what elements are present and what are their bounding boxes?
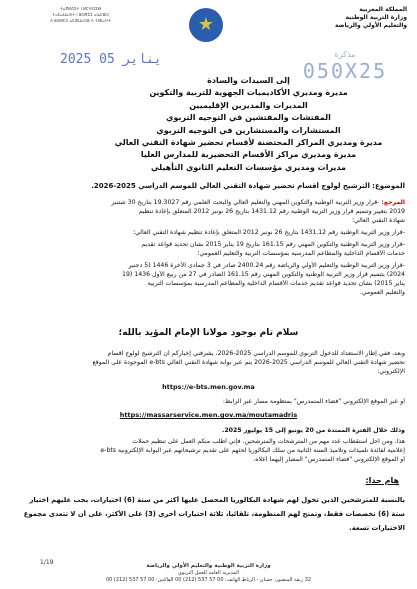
- header-tifinagh-block: [8, 6, 153, 24]
- reference-line: -قرار وزير التربية الوطنية رقم 1431.12 بتاريخ 26 نونبر 2012 المتعلق بإعادة تنظيم شهادة التقني العالي؛: [133, 229, 405, 236]
- body-line: الإلكتروني:: [377, 368, 405, 375]
- salutation: سلام تام بوجود مولانا الإمام المؤيد بالله؛: [118, 328, 299, 338]
- page-number: 1/19: [40, 559, 54, 566]
- header-tifinagh-line: ⵜⴰⵎⴰⵡⴰⵙⵜ ⵏ ⵓⵙⴳⵎⵉ ⴰⵏⴰⵎⵓⵔ: [52, 12, 109, 17]
- body-line: وبعد، ففي إطار الاستعداد للدخول التربوي للموسم الدراسي 2025-2026، يشرفني إخباركم أن الترشيح لولوج أقسام: [107, 350, 405, 357]
- reference-line: يناير 2015) بشأن تحديد قواعد تقديم خدمات الأقسام الداخلية والمطاعم المدرسية بمؤسسات التربية: [147, 280, 405, 287]
- body-line: إعلامية لفائدة تلميذات وتلاميذ السنة الثانية من سلك البكالوريا لحثهم على تقديم ترشيحاتهم عبر البوابة الإلكترونية e-bts: [100, 447, 405, 454]
- important-line: ستة (6) تخصصات فقط، وتمنح لهم المنظومة، تلقائيا، ثلاثة اختيارات أخرى (3) على الأكثر، على أن لا تتعدى مجموع: [23, 510, 405, 518]
- header-arabic-line: والتعليم الأولي والرياضة: [335, 22, 407, 29]
- addressee-line: المفتشات والمفتشين في التوجيه التربوي: [166, 113, 331, 123]
- body-line: هذا، ومن أجل استقطاب عدد مهم من المترشحات والمترشحين، فإني أطلب منكم العمل على تنظيم حملات: [132, 438, 405, 445]
- header-tifinagh-line: ⴷ ⵓⵙⵍⵎⴷ ⴰⵎⵣⵡⴰⵔⵓ ⴷ ⵜⵏⵣⴰⵖⵜ: [50, 18, 111, 23]
- footer: [0, 563, 417, 584]
- subject-line: [22, 182, 405, 190]
- memo-stamp-label: مذكرة: [334, 50, 356, 59]
- important-line: الاختيارات تسعة.: [349, 524, 405, 532]
- header-arabic-block: [277, 6, 407, 30]
- header-arabic-line: المملكة المغربية: [359, 6, 407, 13]
- footer-directorate: المديرية العامة للعمل التربوي: [178, 570, 239, 576]
- reference-label: المرجع:: [381, 199, 405, 206]
- reference-line: والتعليم العمومي.: [359, 289, 405, 296]
- addressee-line: المديرات والمديرين الإقليميين: [189, 100, 308, 110]
- reference-text: -قرار وزير التربية الوطنية والتكوين المهني والتعليم العالي والبحث العلمي رقم 19.3027 بتاريخ 30 شتنبر: [111, 199, 380, 206]
- addressee-line: مديرة ومديري المراكز المحتضنة لأقسام تحضير شهادة التقني العالي: [114, 138, 383, 148]
- massar-link[interactable]: https://massarservice.men.gov.ma/moutamadris: [119, 411, 298, 419]
- addressees-block: [100, 75, 397, 174]
- addressee-line: مديرة ومديري الأكاديميات الجهوية للتربية والتكوين: [149, 88, 348, 98]
- reference-line: 2024) بتتميم قرار وزير التربية الوطنية والتكوين المهني رقم 161.15 الصادر في 27 من ربيع الأول 1436 (19: [122, 271, 405, 278]
- footer-address: 32 زنقة المنصور، حسان - الرباط الهاتف: 00 57 537 (212) 00 الفاكس: 00 57 537 (212) 00: [105, 577, 312, 583]
- kingdom-emblem-icon: ★: [183, 6, 229, 48]
- reference-line: 2019 بتغيير وتتميم قرار وزير التربية الوطنية رقم 1431.12 بتاريخ 26 نونبر 2012 المتعلق بإعادة تنظيم: [138, 208, 405, 215]
- important-heading: هام جدا:: [365, 476, 399, 485]
- addressee-line: مديرات ومديري مؤسسات التعليم الثانوي التأهيلي: [150, 162, 347, 172]
- body-line: أو الموقع الإلكتروني "فضاء المتمدرس" المشار إليهما أعلاه.: [253, 456, 405, 463]
- ebts-link[interactable]: https://e-bts.men.gov.ma: [162, 383, 255, 391]
- addressee-line: إلى السيدات والسادة: [207, 76, 290, 85]
- header-tifinagh-line: ⵜⴰⴳⵍⴷⵉⵜ ⵏ ⵍⵎⵖⵔⵉⴱ: [59, 6, 102, 11]
- reference-line: -قرار وزير التربية الوطنية والتكوين المهني رقم 161.15 بتاريخ 19 يناير 2015 بشأن تحديد قواعد تقديم: [141, 241, 405, 248]
- addressee-line: المستشارات والمستشارين في التوجيه التربوي: [156, 125, 341, 135]
- subject-text: الترشيح لولوج أقسام تحضير شهادة التقني العالي للموسم الدراسي 2025-2026.: [91, 182, 370, 190]
- subject-label: الموضوع:: [372, 182, 405, 190]
- period-line: وذلك خلال الفترة الممتدة من 20 يونيو إلى 15 يوليوز 2025.: [222, 427, 405, 434]
- reference-line: خدمات الأقسام الداخلية والمطاعم المدرسية بمؤسسات التربية والتعليم العمومي؛: [197, 250, 405, 257]
- addressee-line: مديرة ومديري مراكز الأقسام التحضيرية للمدارس العليا: [140, 150, 357, 160]
- footer-ministry: وزارة التربية الوطنية والتعليم الأولي والرياضة: [146, 563, 271, 569]
- header-arabic-line: وزارة التربية الوطنية: [345, 14, 407, 21]
- body-line: تحضير شهادة التقني العالي للموسم الدراسي 2025-2026 يتم عبر بوابة شهادة التقني العالي e-bts الموجودة على الموقع: [92, 359, 405, 366]
- date-stamp: 2025 يناير 05: [60, 52, 162, 67]
- reference-line: [22, 199, 405, 207]
- reference-line: -قرار وزير التربية الوطنية والتعليم الأولي والرياضة رقم 2400.24 صادر في 3 جمادى الآخرة 1446 (5 دجنبر: [128, 262, 405, 269]
- important-line: بالنسبة للمترشحين الذين تخول لهم شهادة البكالوريا المحصل عليها أكثر من ستة (6) اختيارات، يجب عليهم اختيار: [29, 496, 405, 504]
- body-line: أو عبر الموقع الإلكتروني "فضاء المتمدرس" بمنظومة مسار عبر الرابط:: [222, 398, 405, 405]
- reference-line: شهادة التقني العالي؛: [352, 217, 405, 224]
- memo-stamp-number: 050X25: [302, 59, 388, 83]
